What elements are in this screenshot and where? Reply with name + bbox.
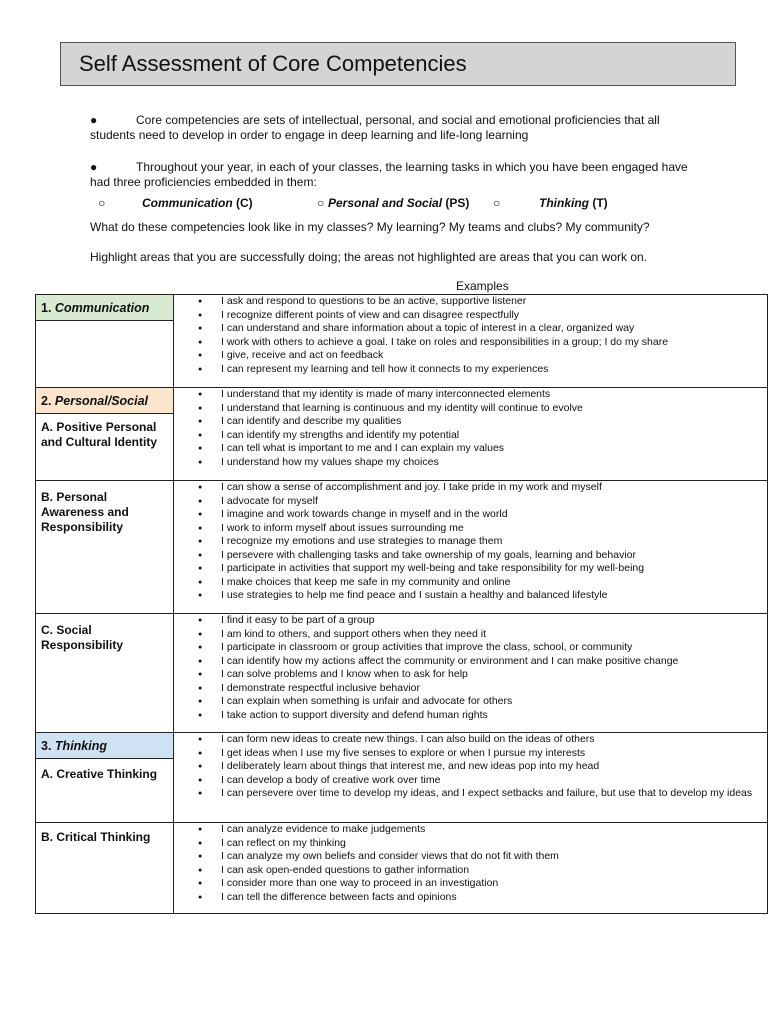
list-item: ● I can analyze my own beliefs and consider views that do not fit with them	[174, 850, 767, 864]
critical-cell	[36, 823, 174, 914]
list-item: ● I can identify and describe my qualities	[174, 415, 767, 429]
awareness-label: B. Personal Awareness and Responsibility	[41, 490, 129, 534]
table-row	[36, 388, 768, 481]
list-item: ● I give, receive and act on feedback	[174, 349, 767, 363]
list-item: ● I find it easy to be part of a group	[174, 614, 767, 628]
list-item: ● I can analyze evidence to make judgements	[174, 823, 767, 837]
question-text: What do these competencies look like in my classes? My learning? My teams and clubs? My community?	[90, 220, 650, 234]
list-item: ● I can form new ideas to create new things. I can also build on the ideas of others	[174, 733, 767, 747]
list-item: ● I am kind to others, and support others when they need it	[174, 628, 767, 642]
table-row	[36, 733, 768, 823]
list-item: ● I deliberately learn about things that interest me, and new ideas pop into my head	[174, 760, 767, 774]
critical-list	[174, 823, 767, 904]
positive-identity-examples	[174, 388, 768, 481]
title-box	[60, 42, 736, 86]
list-item: ● I participate in classroom or group activities that improve the class, school, or community	[174, 641, 767, 655]
communication-cell	[36, 295, 174, 388]
list-item: ● I advocate for myself	[174, 495, 767, 509]
list-item: ● I persevere with challenging tasks and take ownership of my goals, learning and behavior	[174, 549, 767, 563]
competency-table	[35, 294, 768, 914]
list-item: ● I can develop a body of creative work over time	[174, 774, 767, 788]
list-item: ● I understand that learning is continuous and my identity will continue to evolve	[174, 402, 767, 416]
table-row	[36, 823, 768, 914]
intro-paragraph-1	[90, 113, 700, 143]
list-item: ● I use strategies to help me find peace and I sustain a healthy and balanced lifestyle	[174, 589, 767, 603]
list-item: ● I work with others to achieve a goal. I take on roles and responsibilities in a group; I do my share	[174, 336, 767, 350]
list-item: ● I understand how my values shape my choices	[174, 456, 767, 470]
social-list	[174, 614, 767, 722]
list-item: ● I imagine and work towards change in myself and in the world	[174, 508, 767, 522]
list-item: ● I can tell what is important to me and I can explain my values	[174, 442, 767, 456]
table-row	[36, 614, 768, 733]
list-item: ● I work to inform myself about issues surrounding me	[174, 522, 767, 536]
proficiency-communication: Communication (C)	[142, 196, 253, 210]
bullet-icon: ●	[90, 160, 98, 174]
table-row	[36, 481, 768, 614]
personal-social-cell	[36, 388, 174, 481]
positive-identity-list	[174, 388, 767, 469]
intro-text-2: Throughout your year, in each of your classes, the learning tasks in which you have been engaged have had three proficiencies embedded in them:	[90, 160, 688, 189]
creative-examples	[174, 733, 768, 823]
intro-text-1: Core competencies are sets of intellectual, personal, and social and emotional proficiencies that all students need to develop in order to engage in deep learning and life-long learning	[90, 113, 660, 142]
bullet-icon: ●	[90, 113, 98, 127]
critical-thinking-label: B. Critical Thinking	[41, 830, 151, 844]
circle-bullet-icon: ○	[98, 196, 106, 210]
proficiency-personal-social: Personal and Social (PS)	[328, 196, 470, 210]
list-item: ● I can solve problems and I know when to ask for help	[174, 668, 767, 682]
social-examples	[174, 614, 768, 733]
page-title: Self Assessment of Core Competencies	[79, 51, 467, 76]
list-item: ● I can identify my strengths and identify my potential	[174, 429, 767, 443]
examples-label: Examples	[456, 279, 509, 293]
circle-bullet-icon: ○	[317, 196, 325, 210]
list-item: ● I make choices that keep me safe in my community and online	[174, 576, 767, 590]
table-row	[36, 295, 768, 388]
list-item: ● I understand that my identity is made of many interconnected elements	[174, 388, 767, 402]
creative-list	[174, 733, 767, 801]
awareness-list	[174, 481, 767, 603]
social-cell	[36, 614, 174, 733]
list-item: ● I ask and respond to questions to be an active, supportive listener	[174, 295, 767, 309]
communication-list	[174, 295, 767, 376]
social-responsibility-label: C. Social Responsibility	[41, 623, 124, 652]
communication-header: 1. Communication	[36, 295, 173, 321]
intro-paragraph-2	[90, 160, 700, 190]
thinking-header: 3. Thinking	[36, 733, 173, 759]
personal-social-header: 2. Personal/Social	[36, 388, 173, 414]
list-item: ● I recognize different points of view and can disagree respectfully	[174, 309, 767, 323]
awareness-examples	[174, 481, 768, 614]
circle-bullet-icon: ○	[493, 196, 501, 210]
list-item: ● I can show a sense of accomplishment and joy. I take pride in my work and myself	[174, 481, 767, 495]
list-item: ● I can reflect on my thinking	[174, 837, 767, 851]
communication-examples	[174, 295, 768, 388]
critical-examples	[174, 823, 768, 914]
list-item: ● I take action to support diversity and defend human rights	[174, 709, 767, 723]
list-item: ● I can persevere over time to develop my ideas, and I expect setbacks and failure, but use that to develop my ideas	[174, 787, 767, 801]
proficiency-thinking: Thinking (T)	[539, 196, 608, 210]
list-item: ● I can represent my learning and tell how it connects to my experiences	[174, 363, 767, 377]
list-item: ● I can ask open-ended questions to gather information	[174, 864, 767, 878]
list-item: ● I participate in activities that support my well-being and take responsibility for my well-being	[174, 562, 767, 576]
creative-thinking-label: A. Creative Thinking	[41, 767, 158, 781]
list-item: ● I recognize my emotions and use strategies to manage them	[174, 535, 767, 549]
list-item: ● I can explain when something is unfair and advocate for others	[174, 695, 767, 709]
list-item: ● I consider more than one way to proceed in an investigation	[174, 877, 767, 891]
awareness-cell	[36, 481, 174, 614]
list-item: ● I can tell the difference between facts and opinions	[174, 891, 767, 905]
list-item: ● I can understand and share information about a topic of interest in a clear, organized way	[174, 322, 767, 336]
positive-identity-label: A. Positive Personal and Cultural Identity	[41, 420, 158, 449]
thinking-cell	[36, 733, 174, 823]
list-item: ● I can identify how my actions affect the community or environment and I can make positive change	[174, 655, 767, 669]
list-item: ● I get ideas when I use my five senses to explore or when I pursue my interests	[174, 747, 767, 761]
instruction-text: Highlight areas that you are successfully doing; the areas not highlighted are areas that you can work on.	[90, 250, 647, 264]
list-item: ● I demonstrate respectful inclusive behavior	[174, 682, 767, 696]
